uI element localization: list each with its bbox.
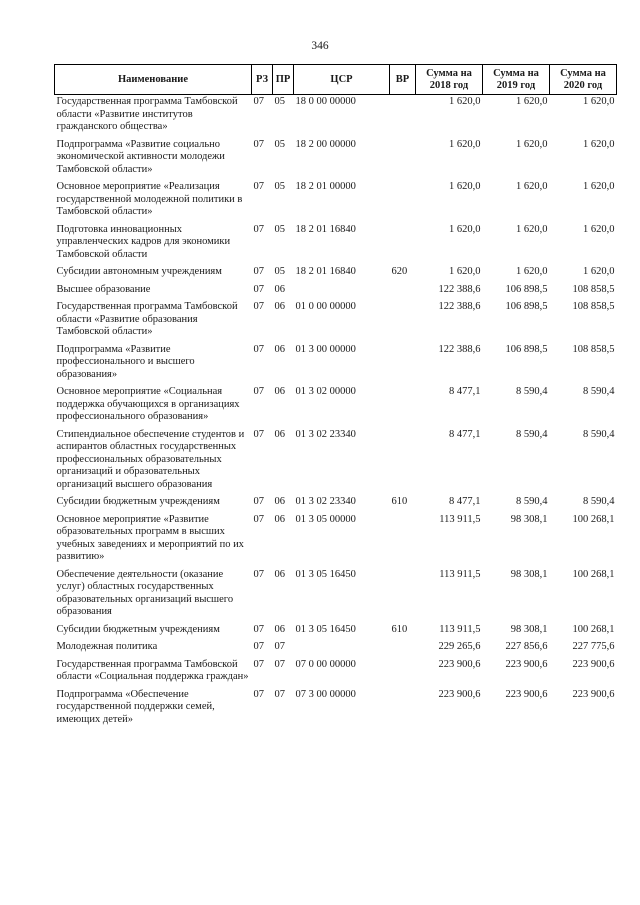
row-rz: 07	[253, 688, 264, 700]
row-sum-2020: 100 268,1	[572, 623, 615, 635]
row-sum-2020: 1 620,0	[583, 138, 615, 150]
row-sum-2018: 113 911,5	[439, 623, 481, 635]
header-name: Наименование	[55, 65, 252, 95]
row-pr: 05	[274, 223, 285, 235]
row-vr	[390, 428, 416, 496]
row-name: Подпрограмма «Развитие социально экономической активности молодежи Тамбовской области»	[56, 138, 225, 175]
row-rz: 07	[253, 283, 264, 295]
row-vr	[390, 223, 416, 266]
row-rz: 07	[253, 513, 264, 525]
row-sum-2020: 1 620,0	[583, 96, 615, 107]
row-sum-2018: 223 900,6	[438, 688, 481, 700]
table-row	[55, 428, 617, 496]
row-sum-2019: 106 898,5	[505, 283, 548, 295]
row-sum-2018: 113 911,5	[439, 513, 481, 525]
row-sum-2020: 227 775,6	[572, 641, 615, 652]
row-vr	[390, 658, 416, 688]
row-sum-2020: 223 900,6	[572, 688, 615, 700]
row-csr: 07 0 00 00000	[295, 658, 356, 670]
row-sum-2019: 8 590,4	[516, 386, 548, 397]
row-name: Государственная программа Тамбовской области «Развитие институтов гражданского общества»	[56, 96, 238, 132]
row-pr: 07	[274, 658, 285, 670]
row-pr: 05	[274, 266, 285, 277]
row-csr: 01 3 00 00000	[295, 343, 356, 355]
row-name: Обеспечение деятельности (оказание услуг) областных государственных образовательных организаций высшего образования	[56, 568, 234, 617]
table-row	[55, 300, 617, 343]
row-vr	[390, 513, 416, 568]
row-sum-2020: 1 620,0	[583, 266, 615, 277]
table-row	[55, 658, 617, 688]
table-row	[55, 180, 617, 223]
row-sum-2018: 1 620,0	[449, 266, 481, 277]
row-sum-2020: 8 590,4	[583, 386, 615, 397]
row-rz: 07	[253, 266, 264, 277]
row-sum-2019: 1 620,0	[516, 223, 548, 235]
row-vr	[390, 385, 416, 428]
table-row	[55, 283, 617, 301]
row-rz: 07	[253, 138, 264, 150]
row-sum-2019: 223 900,6	[505, 688, 548, 700]
row-vr	[390, 300, 416, 343]
row-name: Высшее образование	[56, 283, 151, 295]
row-name: Основное мероприятие «Социальная поддержка обучающихся в организациях профессионального образования»	[56, 386, 240, 422]
row-csr: 01 3 02 23340	[295, 428, 356, 440]
row-sum-2019: 1 620,0	[516, 266, 548, 277]
row-name: Государственная программа Тамбовской области «Развитие образования Тамбовской области»	[56, 301, 238, 337]
row-sum-2018: 8 477,1	[449, 386, 481, 397]
table-row	[55, 265, 617, 283]
row-vr	[390, 283, 416, 301]
budget-table	[54, 64, 617, 730]
row-rz: 07	[253, 428, 264, 440]
row-csr: 01 3 05 16450	[295, 568, 356, 580]
row-name: Подпрограмма «Развитие профессионального и высшего образования»	[56, 343, 195, 380]
row-vr	[390, 95, 416, 138]
table-row	[55, 138, 617, 181]
row-sum-2019: 1 620,0	[516, 181, 548, 192]
row-rz: 07	[253, 623, 264, 635]
row-sum-2018: 1 620,0	[449, 223, 481, 235]
row-sum-2018: 122 388,6	[438, 343, 481, 355]
row-vr	[390, 180, 416, 223]
row-sum-2020: 100 268,1	[572, 568, 615, 580]
row-vr	[390, 640, 416, 658]
row-vr	[390, 688, 416, 731]
row-vr: 610	[391, 496, 408, 507]
row-sum-2020: 108 858,5	[572, 283, 615, 295]
row-csr: 01 0 00 00000	[295, 301, 356, 312]
row-pr: 06	[274, 568, 285, 580]
row-vr: 610	[391, 623, 408, 635]
row-sum-2019: 106 898,5	[505, 343, 548, 355]
table-body	[55, 95, 617, 731]
row-sum-2019: 8 590,4	[516, 428, 548, 440]
row-csr: 18 2 01 16840	[295, 223, 356, 235]
page-number: 346	[311, 40, 329, 52]
row-name: Стипендиальное обеспечение студентов и аспирантов областных государственных профессиональных образовательных организаций и образовательных организаций высшего образования	[56, 428, 245, 490]
row-pr: 07	[274, 641, 285, 652]
row-sum-2018: 122 388,6	[438, 301, 481, 312]
row-sum-2019: 1 620,0	[516, 96, 548, 107]
row-csr	[294, 283, 390, 301]
table-row	[55, 385, 617, 428]
row-pr: 06	[274, 386, 285, 397]
row-rz: 07	[253, 301, 264, 312]
row-sum-2019: 8 590,4	[516, 496, 548, 507]
row-csr: 18 2 00 00000	[295, 138, 356, 150]
row-rz: 07	[253, 181, 264, 192]
row-rz: 07	[253, 658, 264, 670]
table-row	[55, 688, 617, 731]
row-vr: 620	[391, 266, 408, 277]
row-pr: 06	[274, 301, 285, 312]
row-name: Подготовка инновационных управленческих кадров для экономики Тамбовской области	[56, 223, 231, 260]
row-sum-2020: 8 590,4	[583, 496, 615, 507]
table-row	[55, 223, 617, 266]
row-sum-2018: 229 265,6	[438, 641, 481, 652]
row-sum-2018: 113 911,5	[439, 568, 481, 580]
row-rz: 07	[253, 96, 264, 107]
row-name: Подпрограмма «Обеспечение государственной поддержки семей, имеющих детей»	[56, 688, 215, 725]
row-csr: 01 3 02 00000	[295, 386, 356, 397]
header-2018: Сумма на 2018 год	[416, 65, 483, 95]
row-pr: 06	[274, 623, 285, 635]
row-name: Субсидии бюджетным учреждениям	[56, 496, 220, 507]
header-pr: ПР	[273, 65, 294, 95]
row-pr: 06	[274, 428, 285, 440]
row-sum-2020: 108 858,5	[572, 301, 615, 312]
row-csr: 18 0 00 00000	[295, 96, 356, 107]
row-sum-2018: 223 900,6	[438, 658, 481, 670]
row-vr	[390, 568, 416, 623]
row-csr	[294, 640, 390, 658]
header-2019: Сумма на 2019 год	[483, 65, 550, 95]
row-csr: 01 3 05 00000	[295, 513, 356, 525]
row-sum-2020: 8 590,4	[583, 428, 615, 440]
row-sum-2020: 1 620,0	[583, 181, 615, 192]
row-sum-2019: 106 898,5	[505, 301, 548, 312]
row-pr: 06	[274, 496, 285, 507]
row-sum-2018: 8 477,1	[449, 428, 481, 440]
row-csr: 07 3 00 00000	[295, 688, 356, 700]
row-sum-2018: 1 620,0	[449, 138, 481, 150]
row-sum-2019: 98 308,1	[510, 513, 548, 525]
row-csr: 01 3 02 23340	[295, 496, 356, 507]
row-rz: 07	[253, 343, 264, 355]
row-csr: 18 2 01 00000	[295, 181, 356, 192]
row-sum-2020: 100 268,1	[572, 513, 615, 525]
row-pr: 05	[274, 96, 285, 107]
row-sum-2019: 223 900,6	[505, 658, 548, 670]
row-csr: 18 2 01 16840	[295, 266, 356, 277]
row-sum-2019: 1 620,0	[516, 138, 548, 150]
row-name: Молодежная политика	[56, 641, 158, 652]
row-rz: 07	[253, 641, 264, 652]
header-csr: ЦСР	[294, 65, 390, 95]
row-sum-2020: 223 900,6	[572, 658, 615, 670]
row-name: Государственная программа Тамбовской области «Социальная поддержка граждан»	[56, 658, 249, 682]
row-sum-2020: 108 858,5	[572, 343, 615, 355]
row-vr	[390, 138, 416, 181]
row-rz: 07	[253, 223, 264, 235]
table-row	[55, 343, 617, 386]
row-name: Основное мероприятие «Реализация государственной молодежной политики в Тамбовской области»	[56, 181, 243, 217]
row-sum-2019: 98 308,1	[510, 623, 548, 635]
header-rz: РЗ	[252, 65, 273, 95]
row-sum-2018: 8 477,1	[449, 496, 481, 507]
row-rz: 07	[253, 568, 264, 580]
row-sum-2019: 98 308,1	[510, 568, 548, 580]
row-pr: 07	[274, 688, 285, 700]
table-row	[55, 623, 617, 641]
row-sum-2019: 227 856,6	[505, 641, 548, 652]
table-row	[55, 568, 617, 623]
row-sum-2018: 1 620,0	[449, 96, 481, 107]
row-sum-2018: 1 620,0	[449, 181, 481, 192]
row-rz: 07	[253, 496, 264, 507]
row-name: Основное мероприятие «Развитие образовательных программ в высших учебных заведениях и мероприятий по их развитию»	[56, 513, 244, 562]
table-row	[55, 513, 617, 568]
table-row	[55, 640, 617, 658]
row-pr: 05	[274, 138, 285, 150]
row-rz: 07	[253, 386, 264, 397]
row-sum-2018: 122 388,6	[438, 283, 481, 295]
row-vr	[390, 343, 416, 386]
table-header	[55, 65, 617, 95]
row-pr: 06	[274, 283, 285, 295]
row-name: Субсидии автономным учреждениям	[56, 266, 222, 277]
table-row	[55, 495, 617, 513]
table-row	[55, 95, 617, 138]
row-pr: 05	[274, 181, 285, 192]
row-sum-2020: 1 620,0	[583, 223, 615, 235]
row-pr: 06	[274, 513, 285, 525]
row-name: Субсидии бюджетным учреждениям	[56, 623, 220, 635]
row-pr: 06	[274, 343, 285, 355]
header-vr: ВР	[390, 65, 416, 95]
row-csr: 01 3 05 16450	[295, 623, 356, 635]
header-2020: Сумма на 2020 год	[550, 65, 617, 95]
